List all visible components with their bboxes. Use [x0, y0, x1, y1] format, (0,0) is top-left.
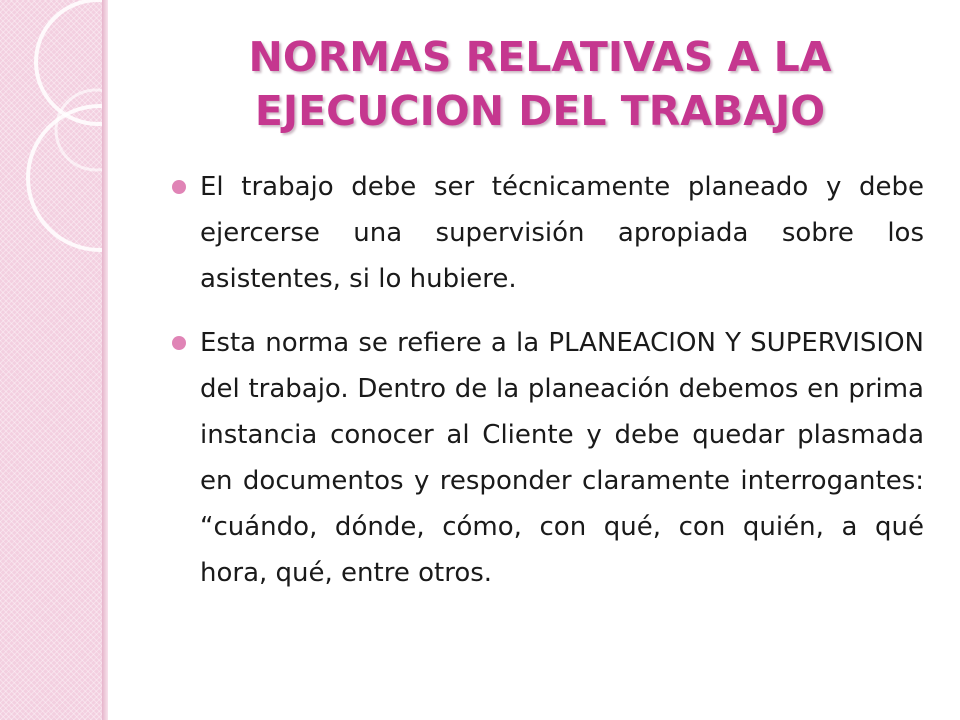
- decorative-circles: [0, 0, 108, 720]
- side-band-edge: [102, 0, 108, 720]
- bullet-text: El trabajo debe ser técnicamente planeado y debe ejercerse una supervisión apropiada sobre los asistentes, si lo hubiere.: [200, 172, 924, 294]
- list-item: [168, 320, 924, 596]
- bullet-text: Esta norma se refiere a la PLANEACION Y SUPERVISION del trabajo. Dentro de la planeación debemos en prima instancia conocer al Cliente y debe quedar plasmada en documentos y responder claramente interrogantes: “cuándo, dónde, cómo, con qué, con quién, a qué hora, qué, entre otros.: [200, 328, 924, 588]
- slide-title: NORMAS RELATIVAS A LA EJECUCION DEL TRABAJO: [248, 33, 832, 135]
- bullet-list: [168, 164, 924, 614]
- decorative-side-band: [0, 0, 108, 720]
- list-item: [168, 164, 924, 302]
- bullet-dot-icon: [172, 336, 186, 350]
- bullet-dot-icon: [172, 180, 186, 194]
